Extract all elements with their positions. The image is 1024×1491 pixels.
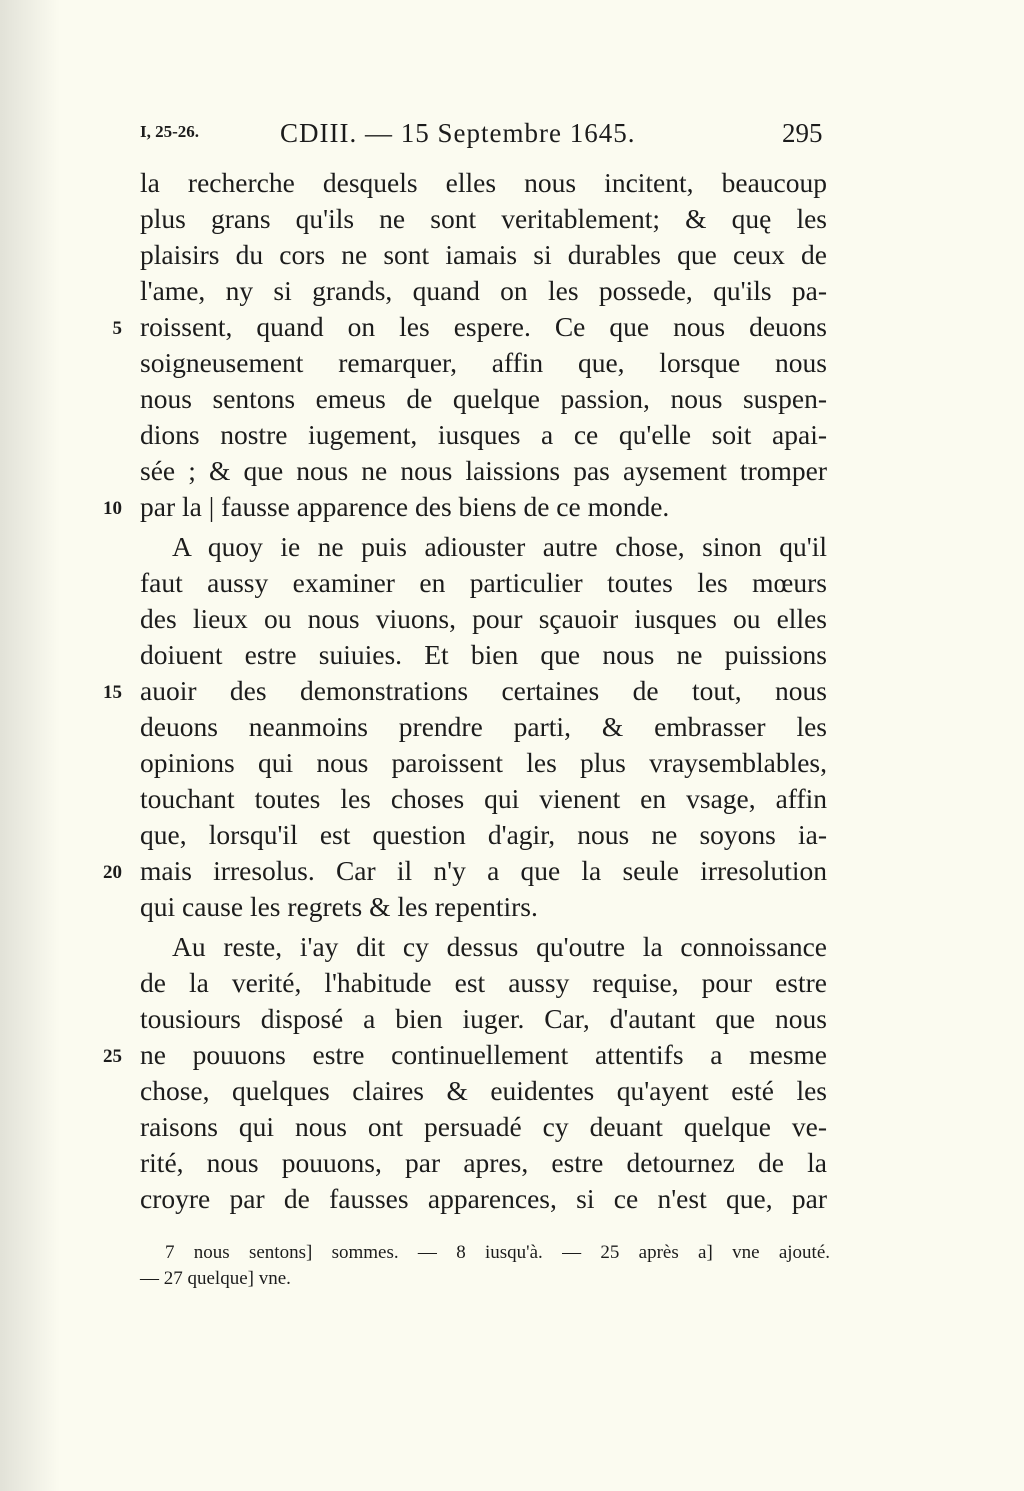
line-number: 15: [103, 682, 122, 703]
text-line: doiuent estre suiuies. Et bien que nous ne puissions: [140, 639, 827, 670]
text-line: dions nostre iugement, iusques a ce qu'elle soit apai-: [140, 419, 827, 450]
text-line: touchant toutes les choses qui vienent en vsage, affin: [140, 783, 827, 814]
text-line: A quoy ie ne puis adiouster autre chose, sinon qu'il: [172, 531, 827, 562]
text-line: deuons neanmoins prendre parti, & embrasser les: [140, 711, 827, 742]
text-line: ne pouuons estre continuellement attentifs a mesme: [140, 1039, 827, 1070]
text-line: des lieux ou nous viuons, pour sçauoir iusques ou elles: [140, 603, 827, 634]
line-number: 25: [103, 1046, 122, 1067]
text-line: par la | fausse apparence des biens de ce monde.: [140, 491, 670, 522]
page-number: 295: [782, 118, 823, 148]
text-line: rité, nous pouuons, par apres, estre detournez de la: [140, 1147, 827, 1178]
text-line: Au reste, i'ay dit cy dessus qu'outre la connoissance: [172, 931, 827, 962]
text-line: sée ; & que nous ne nous laissions pas aysement tromper: [140, 455, 827, 486]
text-line: la recherche desquels elles nous incitent, beaucoup: [140, 167, 827, 198]
line-number: 20: [103, 862, 122, 883]
header-reference: I, 25-26.: [140, 122, 200, 141]
line-number: 5: [112, 318, 122, 339]
text-line: plaisirs du cors ne sont iamais si durables que ceux de: [140, 239, 827, 270]
text-line: soigneusement remarquer, affin que, lorsque nous: [140, 347, 827, 378]
footnote-line: — 27 quelque] vne.: [140, 1268, 291, 1289]
text-line: auoir des demonstrations certaines de tout, nous: [140, 675, 827, 706]
text-line: que, lorsqu'il est question d'agir, nous ne soyons ia-: [140, 819, 827, 850]
text-line: l'ame, ny si grands, quand on les possede, qu'ils pa-: [140, 275, 827, 306]
text-line: plus grans qu'ils ne sont veritablement; & quę les: [140, 203, 827, 234]
text-line: chose, quelques claires & euidentes qu'ayent esté les: [140, 1075, 827, 1106]
page-edge-shadow: [0, 0, 60, 1491]
line-number: 10: [103, 498, 122, 519]
text-line: faut aussy examiner en particulier toutes les mœurs: [140, 567, 827, 598]
text-line: nous sentons emeus de quelque passion, nous suspen-: [140, 383, 827, 414]
footnote-line: 7 nous sentons] sommes. — 8 iusqu'à. — 25 après a] vne ajouté.: [165, 1242, 830, 1263]
text-line: roissent, quand on les espere. Ce que nous deuons: [140, 311, 827, 342]
text-line: mais irresolus. Car il n'y a que la seule irresolution: [140, 855, 827, 886]
header-title: CDIII. — 15 Septembre 1645.: [280, 118, 636, 148]
text-line: opinions qui nous paroissent les plus vraysemblables,: [140, 747, 827, 778]
text-line: de la verité, l'habitude est aussy requise, pour estre: [140, 967, 827, 998]
text-line: tousiours disposé a bien iuger. Car, d'autant que nous: [140, 1003, 827, 1034]
text-line: qui cause les regrets & les repentirs.: [140, 891, 538, 922]
running-header: [0, 118, 1024, 158]
text-line: croyre par de fausses apparences, si ce n'est que, par: [140, 1183, 827, 1214]
text-line: raisons qui nous ont persuadé cy deuant quelque ve-: [140, 1111, 827, 1142]
